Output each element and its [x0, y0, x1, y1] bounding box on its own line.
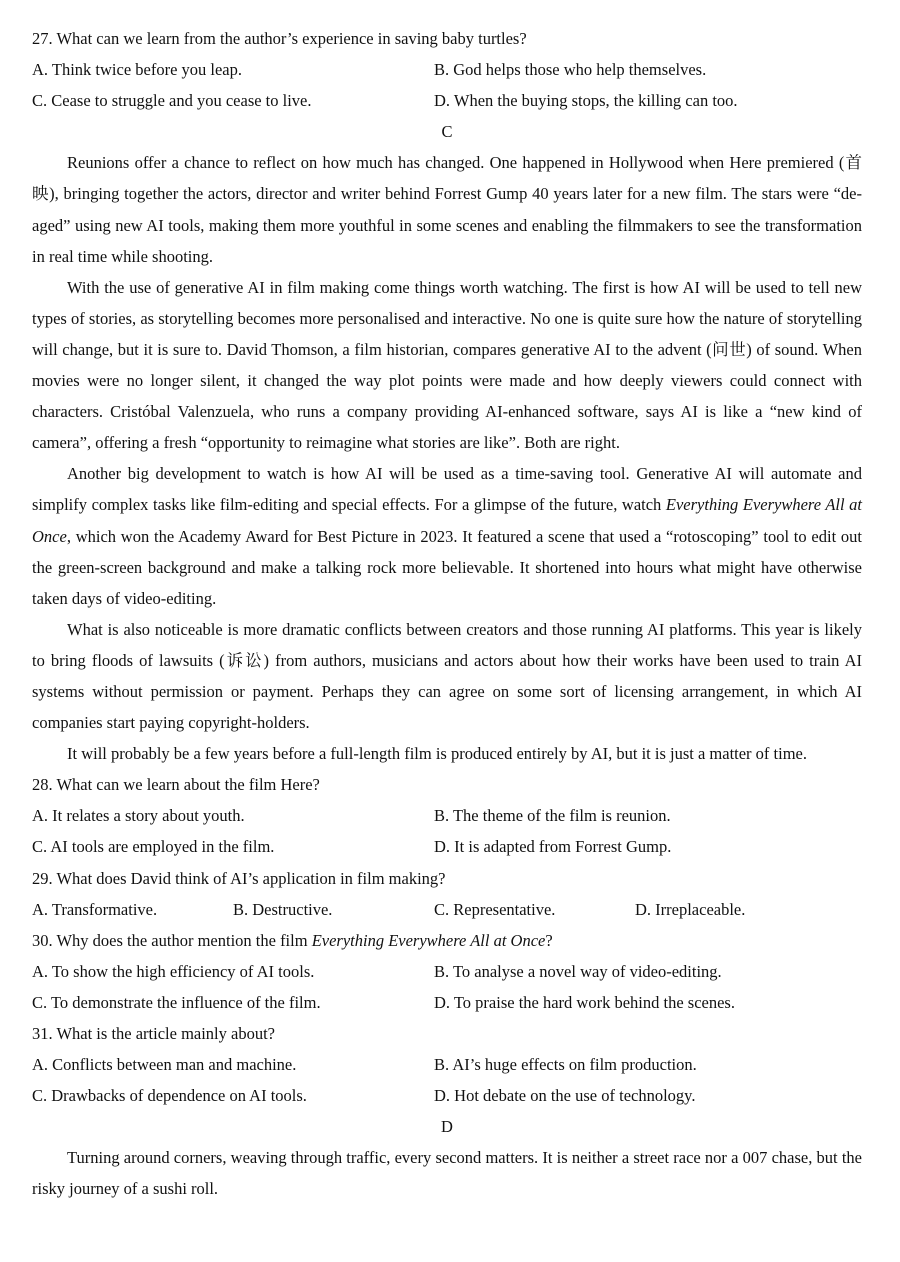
exam-page — [32, 23, 862, 1205]
q30-stem — [32, 925, 862, 956]
q27-option-c: C. Cease to struggle and you cease to live. — [32, 91, 312, 111]
section-c-paragraph-3-text-after: , which won the Academy Award for Best Picture in 2023. It featured a scene that used a “rotoscoping” tool to edit out the green-screen background and make a talking rock more believable. It shortened into hours what might have otherwise taken days of video-editing. — [32, 526, 862, 608]
q28-option-d: D. It is adapted from Forrest Gump. — [434, 837, 672, 857]
q29-stem: 29. What does David think of AI’s application in film making? — [32, 868, 446, 888]
q30-stem-text-before: 30. Why does the author mention the film — [32, 930, 312, 950]
q28-options-row-2 — [32, 831, 862, 862]
q30-options-row-2 — [32, 987, 862, 1018]
q31-options-row-1 — [32, 1049, 862, 1080]
q30-option-a: A. To show the high efficiency of AI tools. — [32, 961, 315, 981]
q27-option-a: A. Think twice before you leap. — [32, 60, 243, 80]
q31-option-c: C. Drawbacks of dependence on AI tools. — [32, 1086, 307, 1106]
section-c-paragraph-5: It will probably be a few years before a full-length film is produced entirely by AI, but it is just a matter of time. — [67, 744, 808, 764]
q27-options-row-1 — [32, 54, 862, 85]
q28-stem: 28. What can we learn about the film Here? — [32, 775, 320, 795]
q31-option-a: A. Conflicts between man and machine. — [32, 1055, 297, 1075]
q30-stem-text-after: ? — [545, 930, 553, 950]
q28-option-b: B. The theme of the film is reunion. — [434, 806, 671, 826]
section-d-paragraph-1: Turning around corners, weaving through traffic, every second matters. It is neither a street race nor a 007 chase, but the risky journey of a sushi roll. — [32, 1148, 862, 1199]
q27-stem: 27. What can we learn from the author’s experience in saving baby turtles? — [32, 29, 527, 48]
q31-options-row-2 — [32, 1080, 862, 1111]
q29-option-d: D. Irreplaceable. — [635, 899, 746, 919]
q30-option-c: C. To demonstrate the influence of the film. — [32, 992, 321, 1012]
q30-film-title-italic: Everything Everywhere All at Once — [311, 930, 546, 950]
q27-option-b: B. God helps those who help themselves. — [434, 60, 707, 80]
section-c-heading: C — [441, 122, 453, 142]
q30-option-b: B. To analyse a novel way of video-editing. — [434, 961, 722, 981]
q27-options-row-2 — [32, 85, 862, 116]
q31-stem: 31. What is the article mainly about? — [32, 1024, 275, 1043]
section-c-paragraph-4: What is also noticeable is more dramatic conflicts between creators and those running AI platforms. This year is likely to bring floods of lawsuits (诉讼) from authors, musicians and actors about how their works have been used to train AI systems without permission or payment. Perhaps they can agree on some sort of licensing arrangement, in which AI companies start paying copyright-holders. — [32, 619, 862, 733]
q31-option-d: D. Hot debate on the use of technology. — [434, 1086, 696, 1106]
section-c-paragraph-2: With the use of generative AI in film making come things worth watching. The first is how AI will be used to tell new types of stories, as storytelling becomes more personalised and interactive. No one is quite sure how the nature of storytelling will change, but it is sure to. David Thomson, a film historian, compares generative AI to the advent (问世) of sound. When movies were no longer silent, it changed the way plot points were made and how deeply viewers could connect with characters. Cristóbal Valenzuela, who runs a company providing AI-enhanced software, says AI is like a “new kind of camera”, offering a fresh “opportunity to reimagine what stories are like”. Both are right. — [32, 277, 862, 453]
section-c-paragraph-1: Reunions offer a chance to reflect on how much has changed. One happened in Hollywood when Here premiered (首映), bringing together the actors, director and writer behind Forrest Gump 40 years later for a new film. The stars were “de-aged” using new AI tools, making them more youthful in some scenes and enabling the filmmakers to see the transformation in real time while shooting. — [32, 153, 862, 266]
q29-option-a: A. Transformative. — [32, 899, 158, 919]
q28-options-row-1 — [32, 800, 862, 831]
q27-option-d: D. When the buying stops, the killing can too. — [434, 91, 738, 111]
section-c-paragraph-3 — [32, 458, 862, 613]
q29-option-c: C. Representative. — [434, 899, 556, 919]
q31-option-b: B. AI’s huge effects on film production. — [434, 1055, 697, 1075]
q30-options-row-1 — [32, 956, 862, 987]
q30-option-d: D. To praise the hard work behind the scenes. — [434, 992, 735, 1012]
section-c-paragraph-3-text-before: Another big development to watch is how AI will be used as a time-saving tool. Generative AI will automate and simplify complex tasks like film-editing and special effects. For a glimpse of the future, watch — [32, 464, 862, 515]
q29-option-b: B. Destructive. — [233, 899, 333, 919]
q28-option-c: C. AI tools are employed in the film. — [32, 837, 275, 857]
q29-options-row — [32, 894, 862, 925]
q28-option-a: A. It relates a story about youth. — [32, 806, 245, 826]
film-title-italic: Everything Everywhere All at Once — [32, 495, 862, 546]
section-d-heading: D — [441, 1117, 453, 1137]
